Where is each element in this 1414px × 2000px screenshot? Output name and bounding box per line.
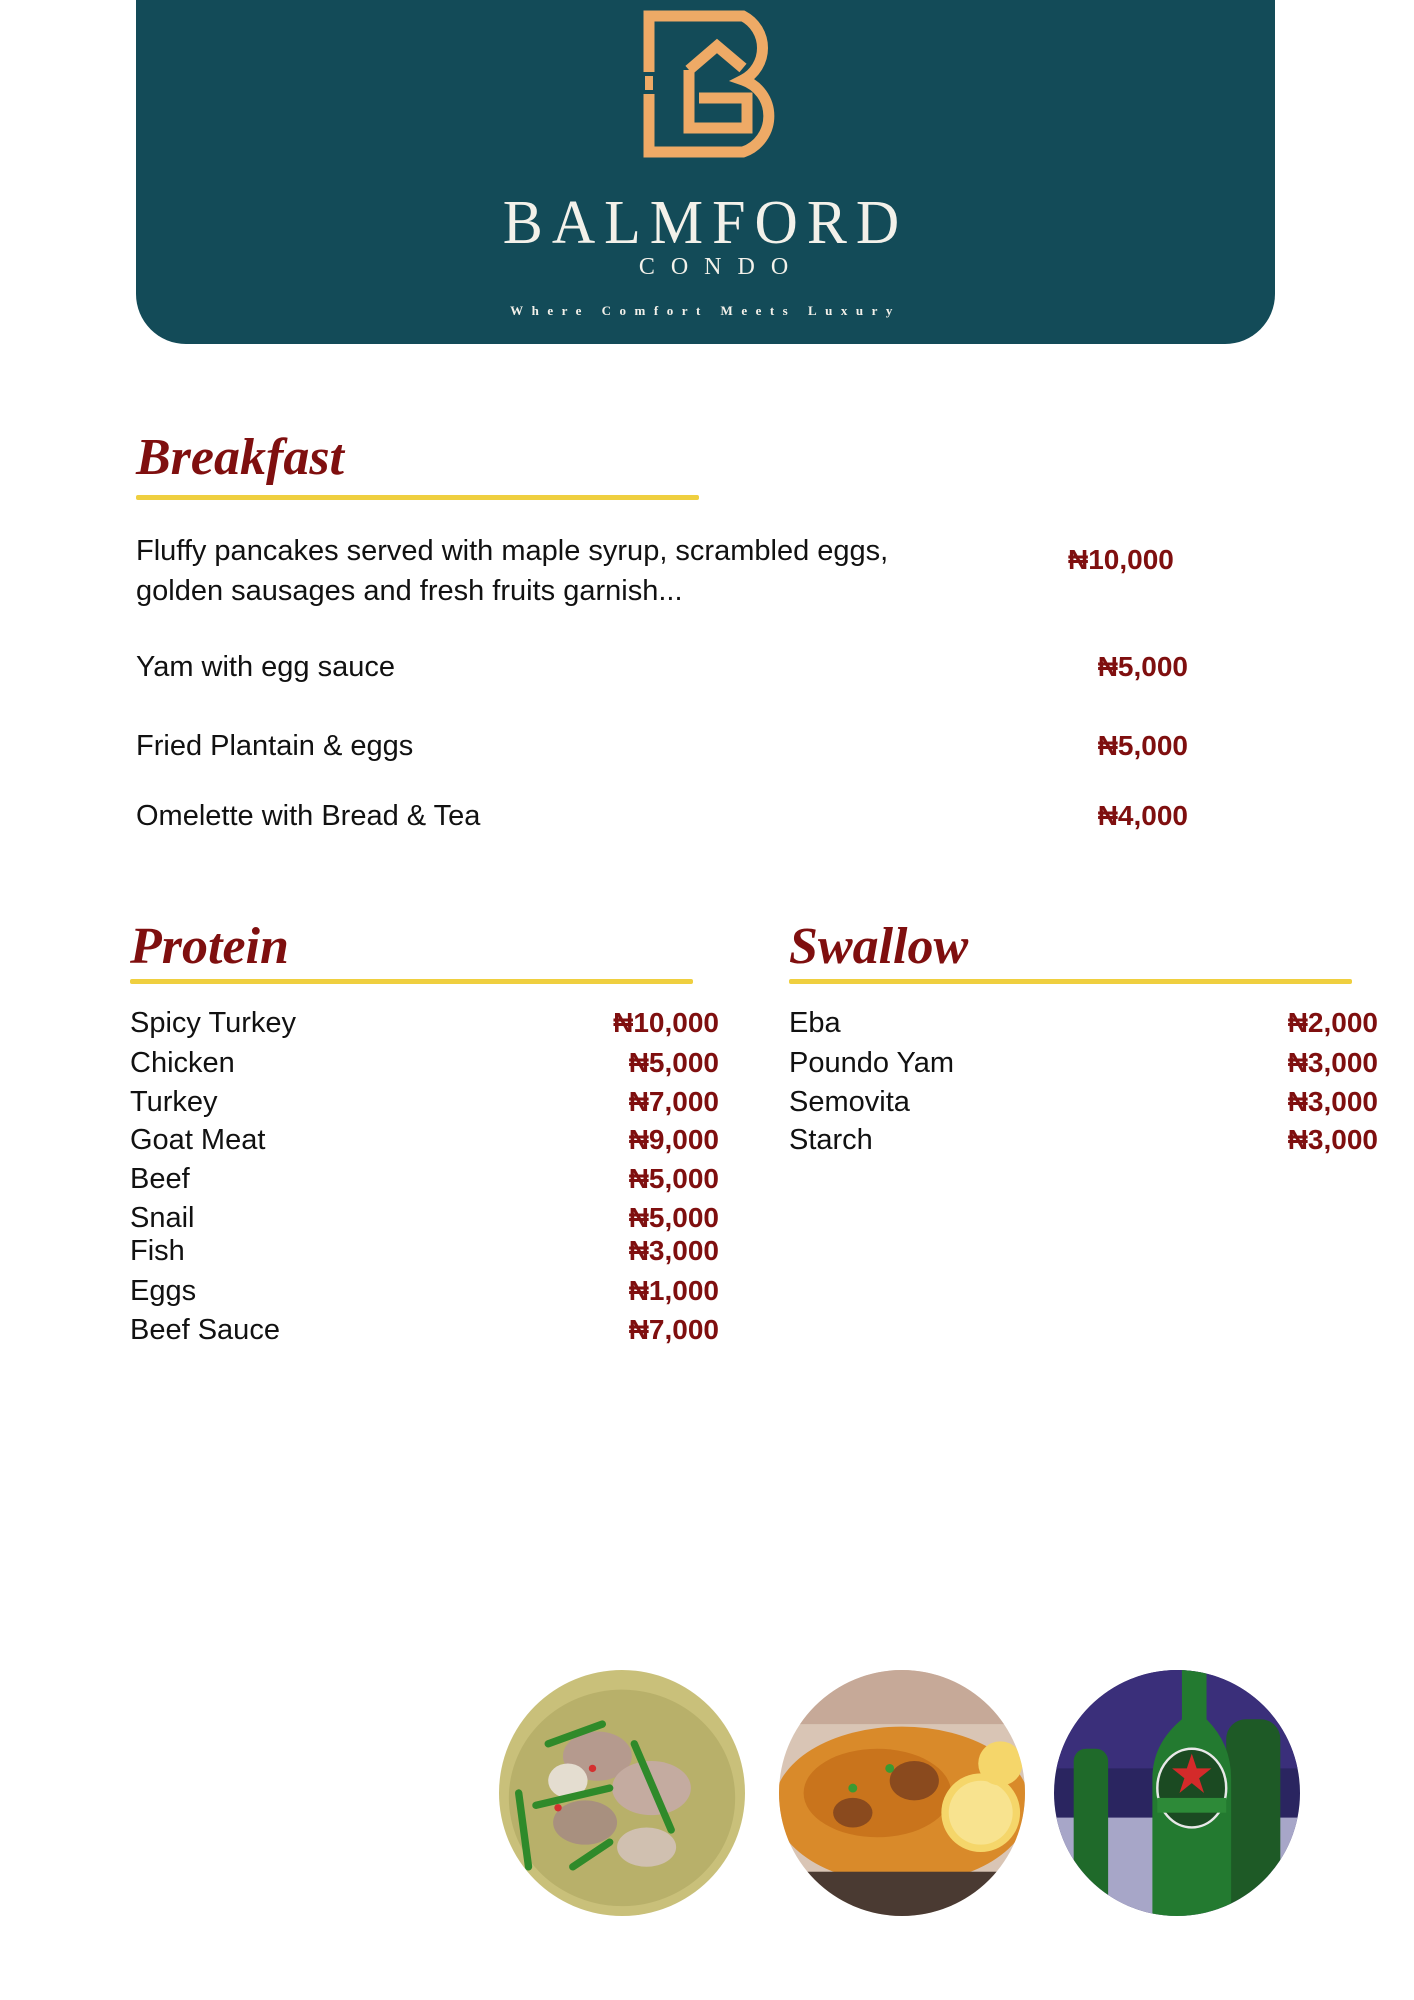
swallow-item-name: Semovita xyxy=(789,1086,910,1118)
protein-item-name: Spicy Turkey xyxy=(130,1007,296,1039)
swallow-row xyxy=(789,1084,1378,1120)
swallow-item-name: Eba xyxy=(789,1007,841,1039)
protein-item-name: Beef Sauce xyxy=(130,1314,280,1346)
breakfast-item-2-price: ₦5,000 xyxy=(1097,651,1188,682)
swallow-row xyxy=(789,1045,1378,1081)
breakfast-item-4-name: Omelette with Bread & Tea xyxy=(136,800,481,832)
protein-row xyxy=(130,1273,719,1309)
protein-item-name: Chicken xyxy=(130,1047,235,1079)
protein-row xyxy=(130,1122,719,1158)
swallow-item-price: ₦3,000 xyxy=(1287,1124,1378,1155)
protein-title: Protein xyxy=(130,918,289,975)
protein-row xyxy=(130,1084,719,1120)
protein-item-price: ₦5,000 xyxy=(628,1047,719,1078)
protein-item-price: ₦7,000 xyxy=(628,1086,719,1117)
protein-item-price: ₦9,000 xyxy=(628,1124,719,1155)
protein-item-price: ₦5,000 xyxy=(628,1202,719,1233)
breakfast-item-4-price: ₦4,000 xyxy=(1097,800,1188,831)
swallow-item-price: ₦3,000 xyxy=(1287,1047,1378,1078)
protein-item-price: ₦5,000 xyxy=(628,1163,719,1194)
swallow-title: Swallow xyxy=(789,918,969,975)
swallow-item-name: Poundo Yam xyxy=(789,1047,954,1079)
protein-item-name: Turkey xyxy=(130,1086,218,1118)
protein-row xyxy=(130,1200,719,1236)
swallow-item-name: Starch xyxy=(789,1124,873,1156)
brand-tagline: Where Comfort Meets Luxury xyxy=(510,303,901,318)
protein-item-name: Beef xyxy=(130,1163,190,1195)
breakfast-item-1-price: ₦10,000 xyxy=(1068,544,1174,575)
protein-item-name: Eggs xyxy=(130,1275,197,1307)
protein-row xyxy=(130,1312,719,1348)
breakfast-item-1-line2: golden sausages and fresh fruits garnish... xyxy=(136,575,683,607)
photo-heineken-beer xyxy=(1054,1670,1300,1916)
photo-pepper-soup xyxy=(499,1670,745,1916)
breakfast-item-3-name: Fried Plantain & eggs xyxy=(136,730,414,762)
breakfast-item-3-price: ₦5,000 xyxy=(1097,730,1188,761)
photo-jollof-rice xyxy=(779,1670,1025,1916)
protein-divider xyxy=(130,979,693,984)
protein-row xyxy=(130,1005,719,1041)
b-house-monogram-icon xyxy=(643,10,797,158)
protein-row xyxy=(130,1045,719,1081)
swallow-row xyxy=(789,1005,1378,1041)
protein-item-price: ₦3,000 xyxy=(628,1235,719,1266)
protein-row xyxy=(130,1233,719,1269)
header-banner xyxy=(136,0,1275,344)
protein-item-name: Goat Meat xyxy=(130,1124,266,1156)
breakfast-item-2-name: Yam with egg sauce xyxy=(136,651,395,683)
swallow-item-price: ₦3,000 xyxy=(1287,1086,1378,1117)
protein-row xyxy=(130,1161,719,1197)
brand-name: BALMFORD xyxy=(502,187,909,257)
breakfast-divider xyxy=(136,495,699,500)
protein-item-name: Snail xyxy=(130,1202,195,1234)
swallow-divider xyxy=(789,979,1352,984)
protein-item-price: ₦1,000 xyxy=(628,1275,719,1306)
breakfast-item-1-line1: Fluffy pancakes served with maple syrup, scrambled eggs, xyxy=(136,535,889,567)
protein-item-price: ₦7,000 xyxy=(628,1314,719,1345)
protein-item-name: Fish xyxy=(130,1235,185,1267)
breakfast-title: Breakfast xyxy=(136,429,344,486)
swallow-item-price: ₦2,000 xyxy=(1287,1007,1378,1038)
brand-subtitle: CONDO xyxy=(638,254,805,280)
protein-item-price: ₦10,000 xyxy=(613,1007,719,1038)
swallow-row xyxy=(789,1122,1378,1158)
